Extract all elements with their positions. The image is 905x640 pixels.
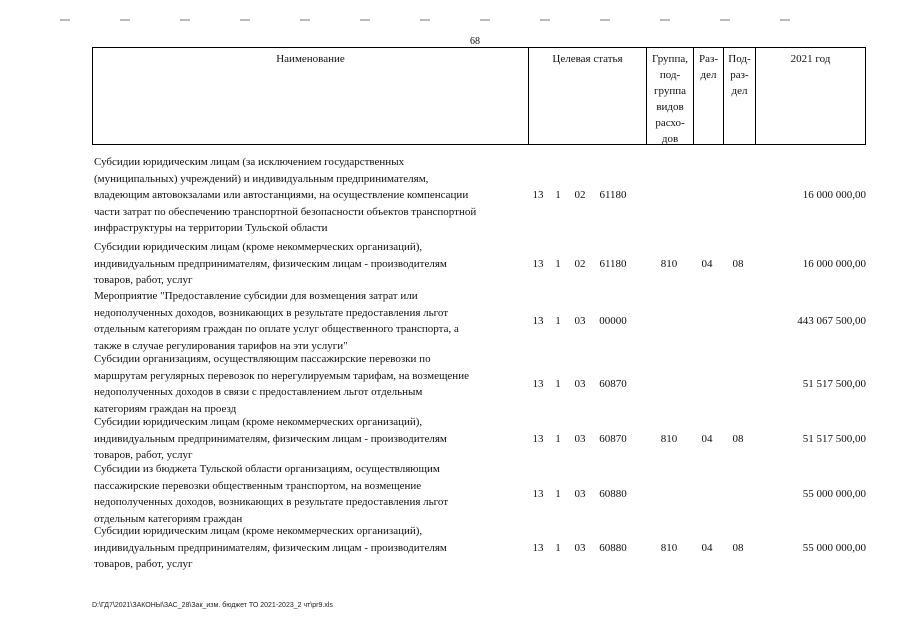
code-a: 13 [532, 378, 544, 390]
code-b: 1 [555, 541, 561, 554]
row-name: Субсидии юридическим лицам (кроме некоммерческих организаций), индивидуальным предпринимателям, физическим лицам - производителям товаров, работ, услуг [94, 416, 447, 461]
page-number: 68 [470, 36, 480, 47]
code-c: 03 [574, 541, 586, 554]
table-row [92, 288, 866, 354]
section: 04 [701, 432, 713, 445]
scan-artifact [60, 19, 820, 21]
amount: 16 000 000,00 [802, 189, 866, 202]
code-b: 1 [555, 257, 561, 270]
header-name: Наименование [276, 53, 345, 65]
code-c: 03 [574, 378, 586, 390]
code-a: 13 [532, 189, 544, 202]
code-a: 13 [532, 432, 544, 445]
table-row [92, 523, 866, 573]
code-c: 02 [574, 257, 586, 270]
table-row [92, 351, 866, 417]
row-name: Субсидии юридическим лицам (кроме некоммерческих организаций), индивидуальным предпринимателям, физическим лицам - производителям товаров, работ, услуг [94, 525, 447, 570]
code-d: 60870 [599, 432, 627, 445]
section: 04 [701, 541, 713, 554]
code-b: 1 [555, 432, 561, 445]
code-a: 13 [532, 257, 544, 270]
amount: 16 000 000,00 [802, 257, 866, 270]
code-d: 60880 [599, 541, 627, 554]
amount: 55 000 000,00 [802, 488, 866, 500]
code-a: 13 [532, 315, 544, 327]
expense-group: 810 [660, 432, 678, 445]
amount: 55 000 000,00 [802, 541, 866, 554]
expense-group: 810 [660, 541, 678, 554]
table-header [92, 47, 866, 145]
code-d: 60870 [599, 378, 627, 390]
row-name: Субсидии из бюджета Тульской области организациям, осуществляющим пассажирские перевозки общественным транспортом, на возмещение недополученных доходов, возникающих в результате предоставления льгот отдельным категориям граждан [94, 463, 449, 525]
code-b: 1 [555, 488, 561, 500]
amount: 443 067 500,00 [797, 315, 866, 327]
code-c: 03 [574, 432, 586, 445]
expense-group: 810 [660, 257, 678, 270]
header-target: Целевая статья [528, 48, 646, 144]
table-row [92, 414, 866, 464]
amount: 51 517 500,00 [802, 432, 866, 445]
code-d: 00000 [599, 315, 627, 327]
code-c: 03 [574, 488, 586, 500]
code-d: 60880 [599, 488, 627, 500]
subsection: 08 [732, 432, 744, 445]
code-c: 02 [574, 189, 586, 202]
amount: 51 517 500,00 [802, 378, 866, 390]
table-row [92, 461, 866, 527]
code-d: 61180 [599, 189, 627, 202]
row-name: Мероприятие "Предоставление субсидии для возмещения затрат или недополученных доходов, возникающих в результате предоставления льгот отдельным категориям граждан по оплате услуг общественного транспорта, а также в случае регулирования тарифов на эти услуги" [94, 290, 459, 352]
code-b: 1 [555, 189, 561, 202]
code-b: 1 [555, 378, 561, 390]
code-b: 1 [555, 315, 561, 327]
section: 04 [701, 257, 713, 270]
code-c: 03 [574, 315, 586, 327]
table-row [92, 239, 866, 289]
table-row [92, 154, 866, 237]
footer-file-path: D:\ГД7\2021\ЗАКОНЫ\ЗАС_28\Зак_изм. бюджет ТО 2021-2023_2 чт\pr9.xls [92, 602, 333, 609]
header-year: 2021 год [755, 48, 865, 144]
header-subsection: Под- раз- дел [723, 48, 755, 144]
header-section: Раз- дел [693, 48, 723, 144]
row-name: Субсидии организациям, осуществляющим пассажирские перевозки по маршрутам регулярных перевозок по нерегулируемым тарифам, на возмещение недополученных доходов в связи с предоставлением льгот отдельным категориям граждан на проезд [94, 353, 469, 415]
row-name: Субсидии юридическим лицам (кроме некоммерческих организаций), индивидуальным предпринимателям, физическим лицам - производителям товаров, работ, услуг [94, 241, 447, 286]
subsection: 08 [732, 257, 744, 270]
subsection: 08 [732, 541, 744, 554]
header-group: Группа, под- группа видов расхо- дов [646, 48, 693, 144]
code-a: 13 [532, 488, 544, 500]
row-name: Субсидии юридическим лицам (за исключением государственных (муниципальных) учреждений) и индивидуальным предпринимателям, владеющим автовокзалами или автостанциями, на осуществление компенсации части затрат по обеспечению транспортной безопасности объектов транспортной инфраструктуры на территории Тульской области [94, 156, 477, 234]
code-a: 13 [532, 541, 544, 554]
code-d: 61180 [599, 257, 627, 270]
